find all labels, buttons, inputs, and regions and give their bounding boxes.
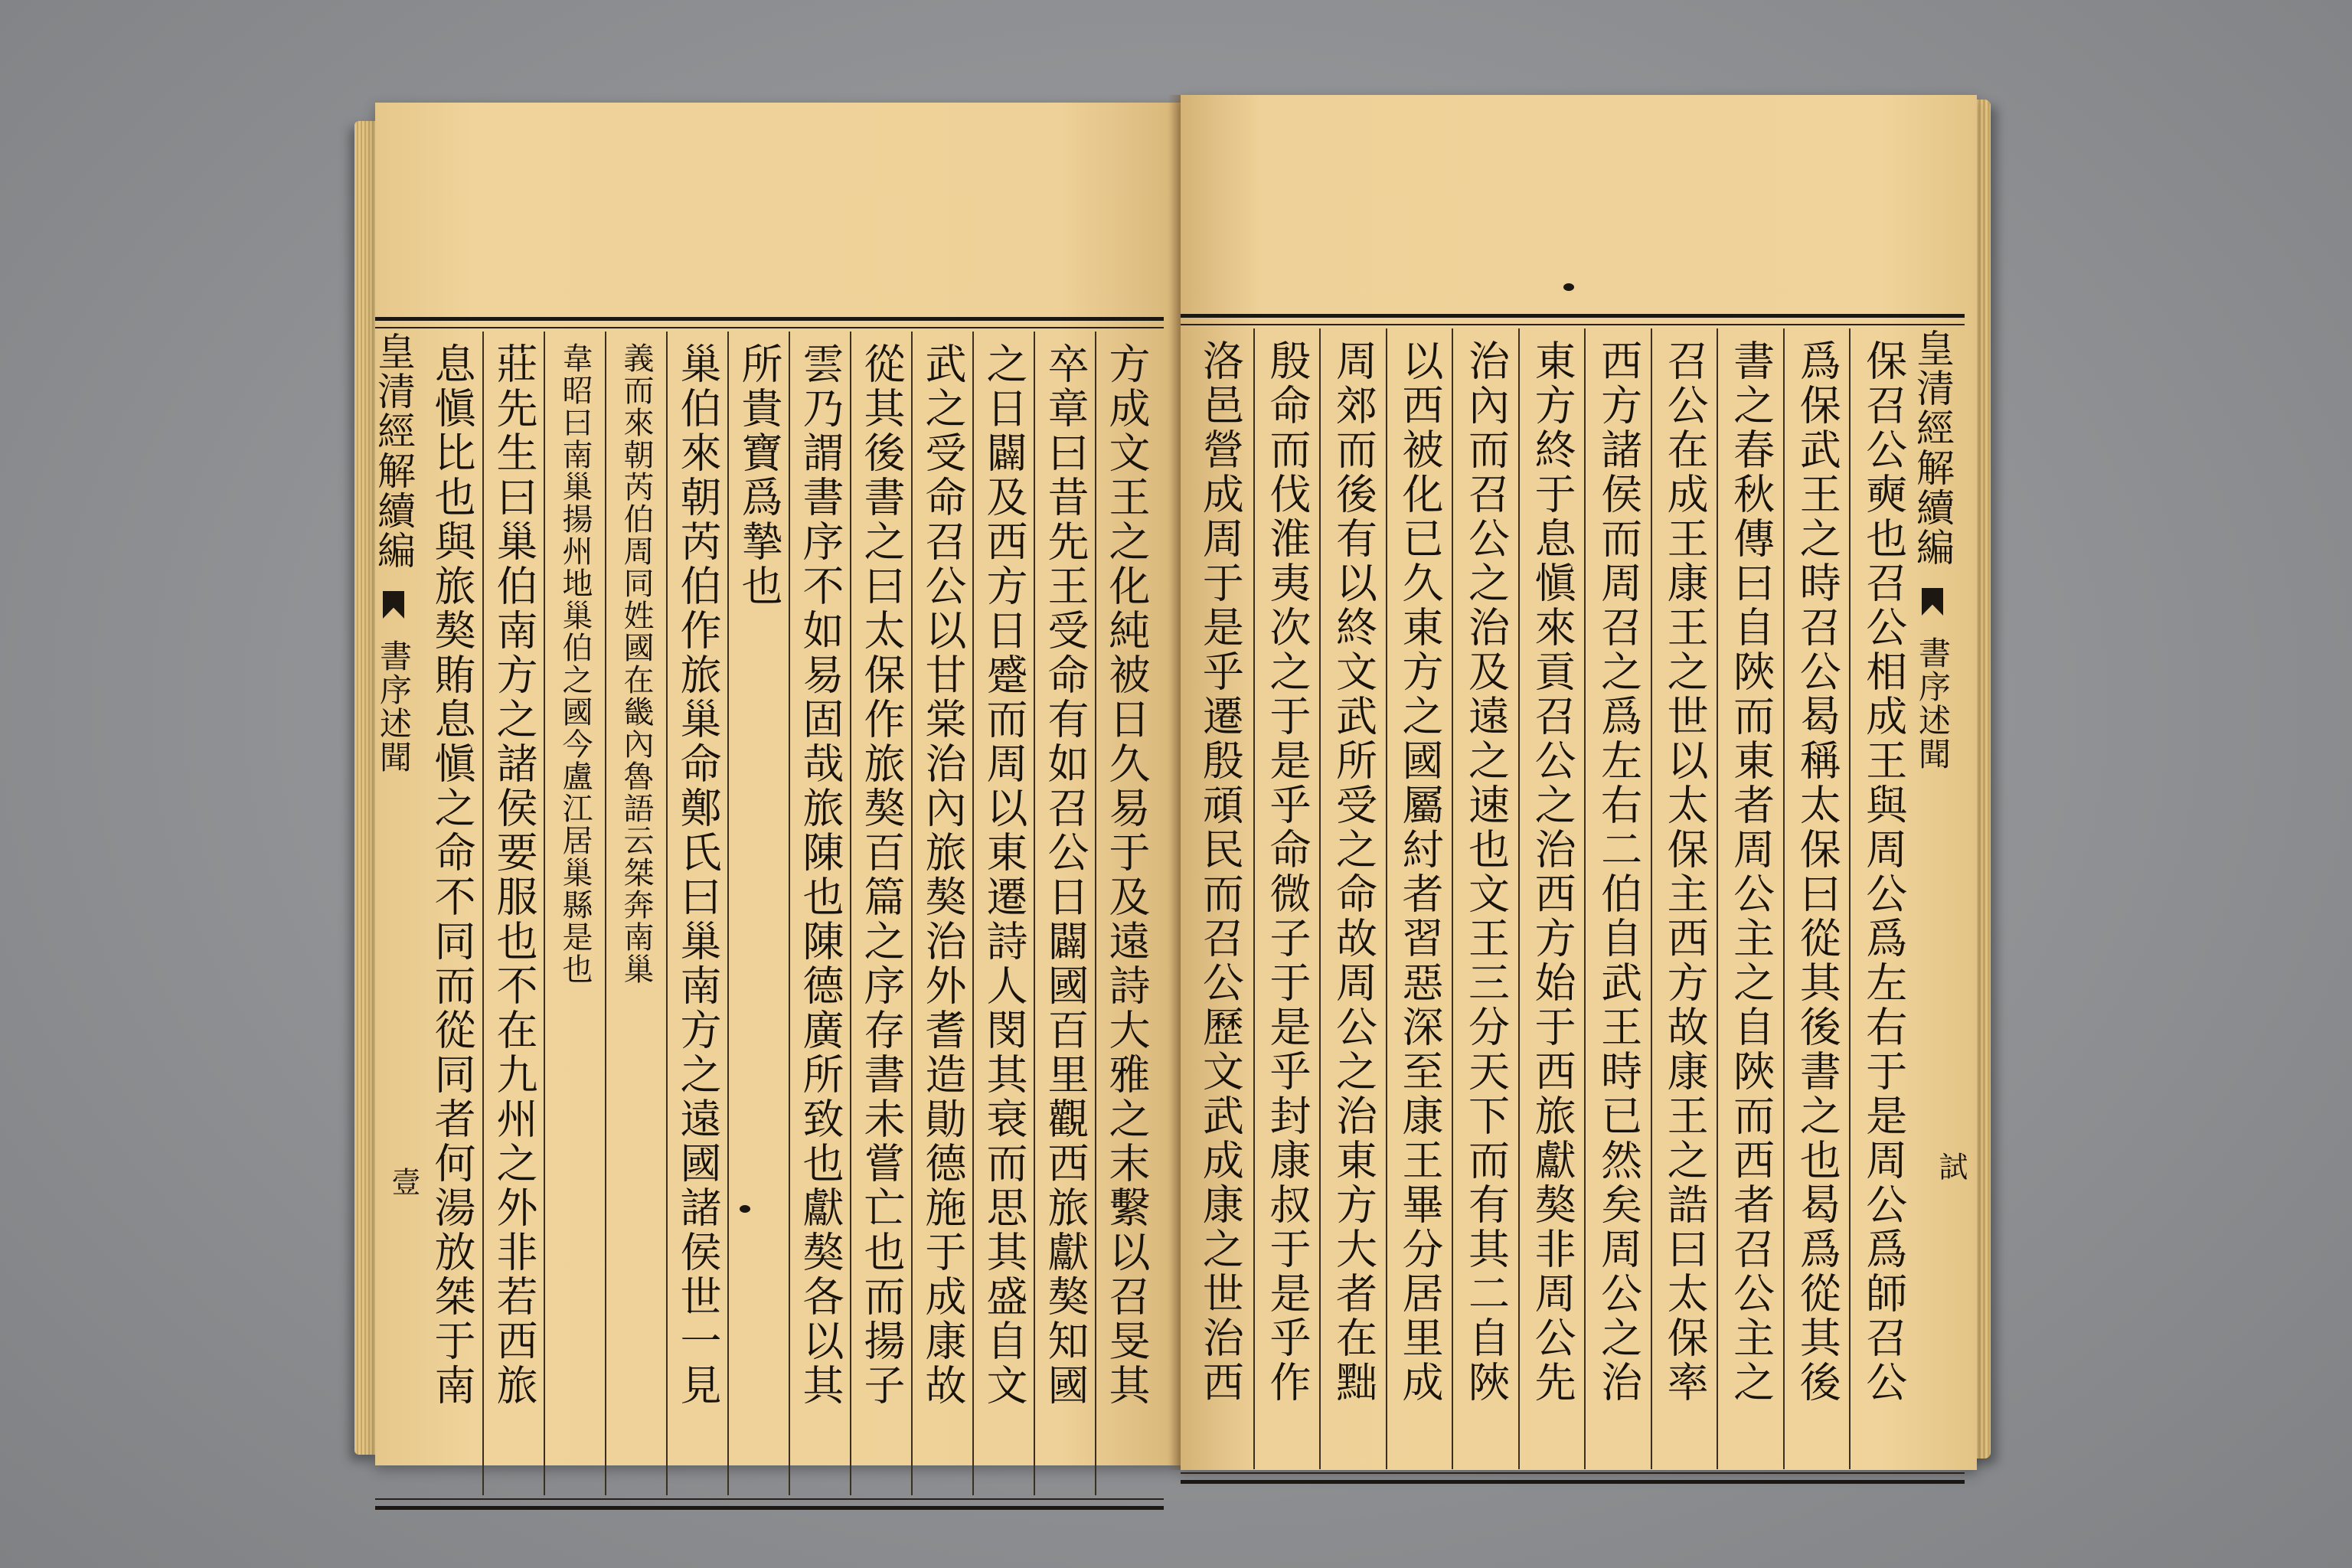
- text-column: 西方諸侯而周召之爲左右二伯自武王時已然矣周公之治: [1584, 328, 1651, 1469]
- punctuation-dot: [1563, 283, 1574, 291]
- text-column: 雲乃謂書序不如易固哉旅陳也陳德廣所致也獻獒各以其: [789, 332, 850, 1495]
- text-column: 巢伯來朝芮伯作旅巢命鄭氏曰巢南方之遠國諸侯世一見: [666, 332, 727, 1495]
- text-column: 以西被化已久東方之國屬紂者習惡深至康王畢分居里成: [1386, 328, 1452, 1469]
- text-column: 爲保武王之時召公曷稱太保曰從其後書之也曷爲從其後: [1783, 328, 1850, 1469]
- book-title: 皇清經解續編: [371, 332, 416, 570]
- text-column: 治內而召公之治及遠之速也文王三分天下而有其二自陜: [1452, 328, 1518, 1469]
- fish-tail-mark: [383, 591, 404, 619]
- text-column: 東方終于息愼來貢召公之治西方始于西旅獻獒非周公先: [1518, 328, 1585, 1469]
- folio-number: 壹: [387, 1167, 420, 1196]
- folio-number: 試: [1934, 1152, 1968, 1181]
- text-column: 韋昭曰南巢揚州地巢伯之國今盧江居巢縣是也: [544, 332, 605, 1495]
- left-page: [371, 103, 1181, 1465]
- text-column: 從其後書之曰太保作旅獒百篇之序存書未嘗亡也而揚子: [850, 332, 911, 1495]
- text-column: 息愼比也與旅獒賄息愼之命不同而從同者何湯放桀于南: [428, 342, 476, 1408]
- punctuation-dot: [740, 1205, 750, 1213]
- text-column: 召公在成王康王之世以太保主西方故康王之誥曰太保率: [1651, 328, 1717, 1469]
- text-column: 殷命而伐淮夷次之于是乎命微子于是乎封康叔于是乎作: [1253, 328, 1320, 1469]
- text-column: 義而來朝芮伯周同姓國在畿內魯語云桀奔南巢: [605, 332, 666, 1495]
- text-column: 書之春秋傳曰自陜而東者周公主之自陜而西者召公主之: [1717, 328, 1783, 1469]
- text-column: 卒章曰昔先王受命有如召公日闢國百里觀西旅獻獒知國: [1034, 332, 1095, 1495]
- section-title: 書序述聞: [375, 639, 413, 774]
- left-text-frame: [371, 317, 1164, 1510]
- left-center-column: [371, 332, 421, 1495]
- right-columns: [1187, 328, 1916, 1469]
- text-column: 周郊而後有以終文武所受之命故周公之治東方大者在黜: [1319, 328, 1386, 1469]
- right-page: [1181, 95, 1977, 1470]
- text-column: 之日闢及西方日蹙而周以東遷詩人閔其衰而思其盛自文: [972, 332, 1034, 1495]
- left-columns: [421, 332, 1156, 1495]
- fish-tail-mark: [1922, 588, 1943, 616]
- book-title: 皇清經解續編: [1910, 328, 1955, 567]
- text-column: 保召公奭也召公相成王與周公爲左右于是周公爲師召公: [1849, 328, 1916, 1469]
- section-title: 書序述聞: [1914, 636, 1952, 771]
- text-column: 方成文王之化純被日久易于及遠詩大雅之末繫以召旻其: [1095, 332, 1156, 1495]
- right-center-column: [1910, 328, 1960, 1469]
- text-column: 武之受命召公以甘棠治內旅獒治外耆造勛德施于成康故: [911, 332, 972, 1495]
- text-column: 所貴寶爲摯也: [727, 332, 789, 1495]
- text-column: 莊先生曰巢伯南方之諸侯要服也不在九州之外非若西旅: [482, 332, 544, 1495]
- text-column: 洛邑營成周于是乎遷殷頑民而召公歷文武成康之世治西: [1196, 339, 1245, 1405]
- right-text-frame: [1181, 314, 1965, 1484]
